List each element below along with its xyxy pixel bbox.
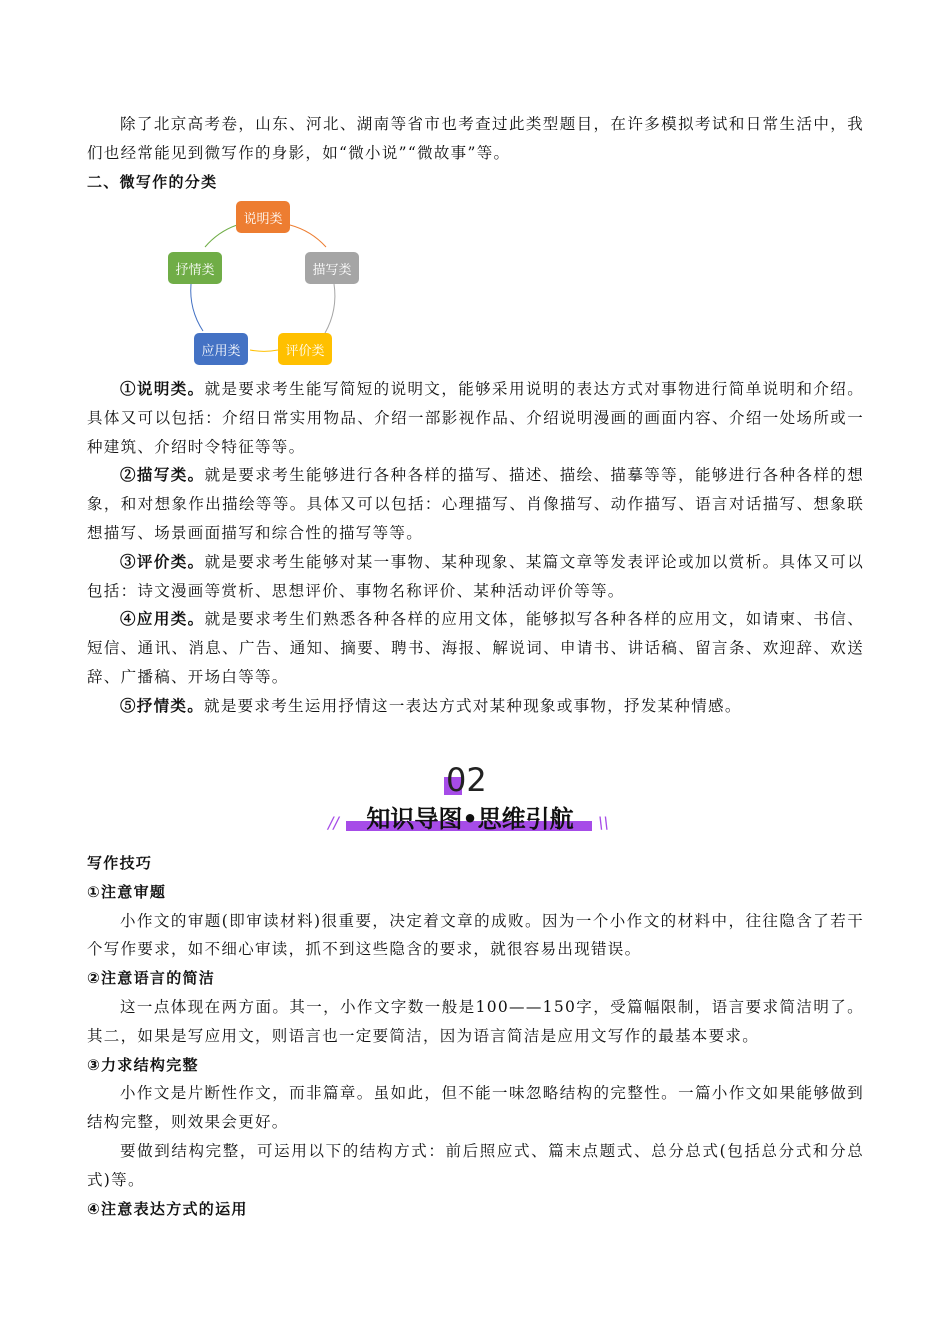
skill-paragraph: 小作文的审题(即审读材料)很重要，决定着文章的成败。因为一个小作文的材料中，往往隐含了若干个写作要求，如不细心审读，抓不到这些隐含的要求，就很容易出现错误。 — [87, 911, 864, 959]
category-paragraph — [87, 461, 864, 547]
slash-decoration: \\ — [598, 813, 609, 832]
node-label: 应用类 — [201, 343, 241, 359]
skill-title: ③力求结构完整 — [87, 1055, 199, 1074]
category-body: 就是要求考生能够对某一事物、某种现象、某篇文章等发表评论或加以赏析。具体又可以包括：诗文漫画等赏析、思想评价、事物名称评价、某种活动评价等等。 — [87, 552, 864, 600]
section-number: 02 — [446, 761, 487, 799]
node-explanation — [236, 201, 290, 233]
category-title: ③评价类。 — [120, 551, 205, 571]
skill-title: ①注意审题 — [87, 882, 167, 901]
node-evaluation — [278, 333, 332, 365]
skill-paragraph: 小作文是片断性作文，而非篇章。虽如此，但不能一味忽略结构的完整性。一篇小作文如果能够做到结构完整，则效果会更好。 — [87, 1084, 864, 1132]
category-body: 就是要求考生能写简短的说明文，能够采用说明的表达方式对事物进行简单说明和介绍。具体又可以包括：介绍日常实用物品、介绍一部影视作品、介绍说明漫画的画面内容、介绍一处场所或一种建筑、介绍时令特征等等。 — [87, 380, 864, 456]
skill-paragraph: 这一点体现在两方面。其一，小作文字数一般是100——150字，受篇幅限制，语言要求简洁明了。其二，如果是写应用文，则语言也一定要简洁，因为语言简洁是应用文写作的最基本要求。 — [87, 997, 864, 1045]
node-description — [305, 252, 359, 284]
skills-heading: 写作技巧 — [87, 854, 153, 872]
node-lyric — [168, 252, 222, 284]
skill-paragraph: 要做到结构完整，可运用以下的结构方式：前后照应式、篇末点题式、总分总式(包括总分式和分总式)等。 — [87, 1141, 864, 1189]
node-label: 说明类 — [243, 211, 283, 227]
node-label: 描写类 — [312, 262, 352, 278]
category-paragraph — [87, 605, 864, 691]
intro-block — [87, 110, 864, 196]
classification-diagram — [160, 195, 370, 370]
category-title: ⑤抒情类。 — [120, 695, 205, 715]
intro-paragraph: 除了北京高考卷，山东、河北、湖南等省市也考查过此类型题目，在许多模拟考试和日常生活中，我们也经常能见到微写作的身影，如“微小说”“微故事”等。 — [87, 115, 864, 162]
slash-decoration: // — [328, 813, 339, 832]
heading-classification: 二、微写作的分类 — [87, 172, 218, 191]
category-title: ①说明类。 — [120, 379, 205, 398]
category-title: ④应用类。 — [120, 609, 205, 629]
category-paragraph — [87, 692, 864, 721]
categories-block — [87, 375, 864, 721]
skill-title: ④注意表达方式的运用 — [87, 1199, 248, 1218]
skills-block — [87, 849, 864, 1223]
category-paragraph — [87, 375, 864, 461]
category-body: 就是要求考生能够进行各种各样的描写、描述、描绘、描摹等等，能够进行各种各样的想象，和对想象作出描绘等等。具体又可以包括：心理描写、肖像描写、动作描写、语言对话描写、想象联想描写、场景画面描写和综合性的描写等等。 — [87, 466, 864, 542]
category-body: 就是要求考生运用抒情这一表达方式对某种现象或事物，抒发某种情感。 — [204, 696, 742, 715]
category-body: 就是要求考生们熟悉各种各样的应用文体，能够拟写各种各样的应用文，如请柬、书信、短信、通讯、消息、广告、通知、摘要、聘书、海报、解说词、申请书、讲话稿、留言条、欢迎辞、欢送辞、广播稿、开场白等等。 — [87, 610, 864, 686]
node-label: 抒情类 — [175, 262, 215, 278]
category-title: ②描写类。 — [120, 465, 205, 485]
category-paragraph — [87, 548, 864, 606]
skill-title: ②注意语言的简洁 — [87, 969, 216, 988]
node-application — [194, 333, 248, 365]
section-header — [320, 755, 620, 840]
section-title: 知识导图•思维引航 — [366, 805, 574, 833]
node-label: 评价类 — [285, 343, 325, 359]
